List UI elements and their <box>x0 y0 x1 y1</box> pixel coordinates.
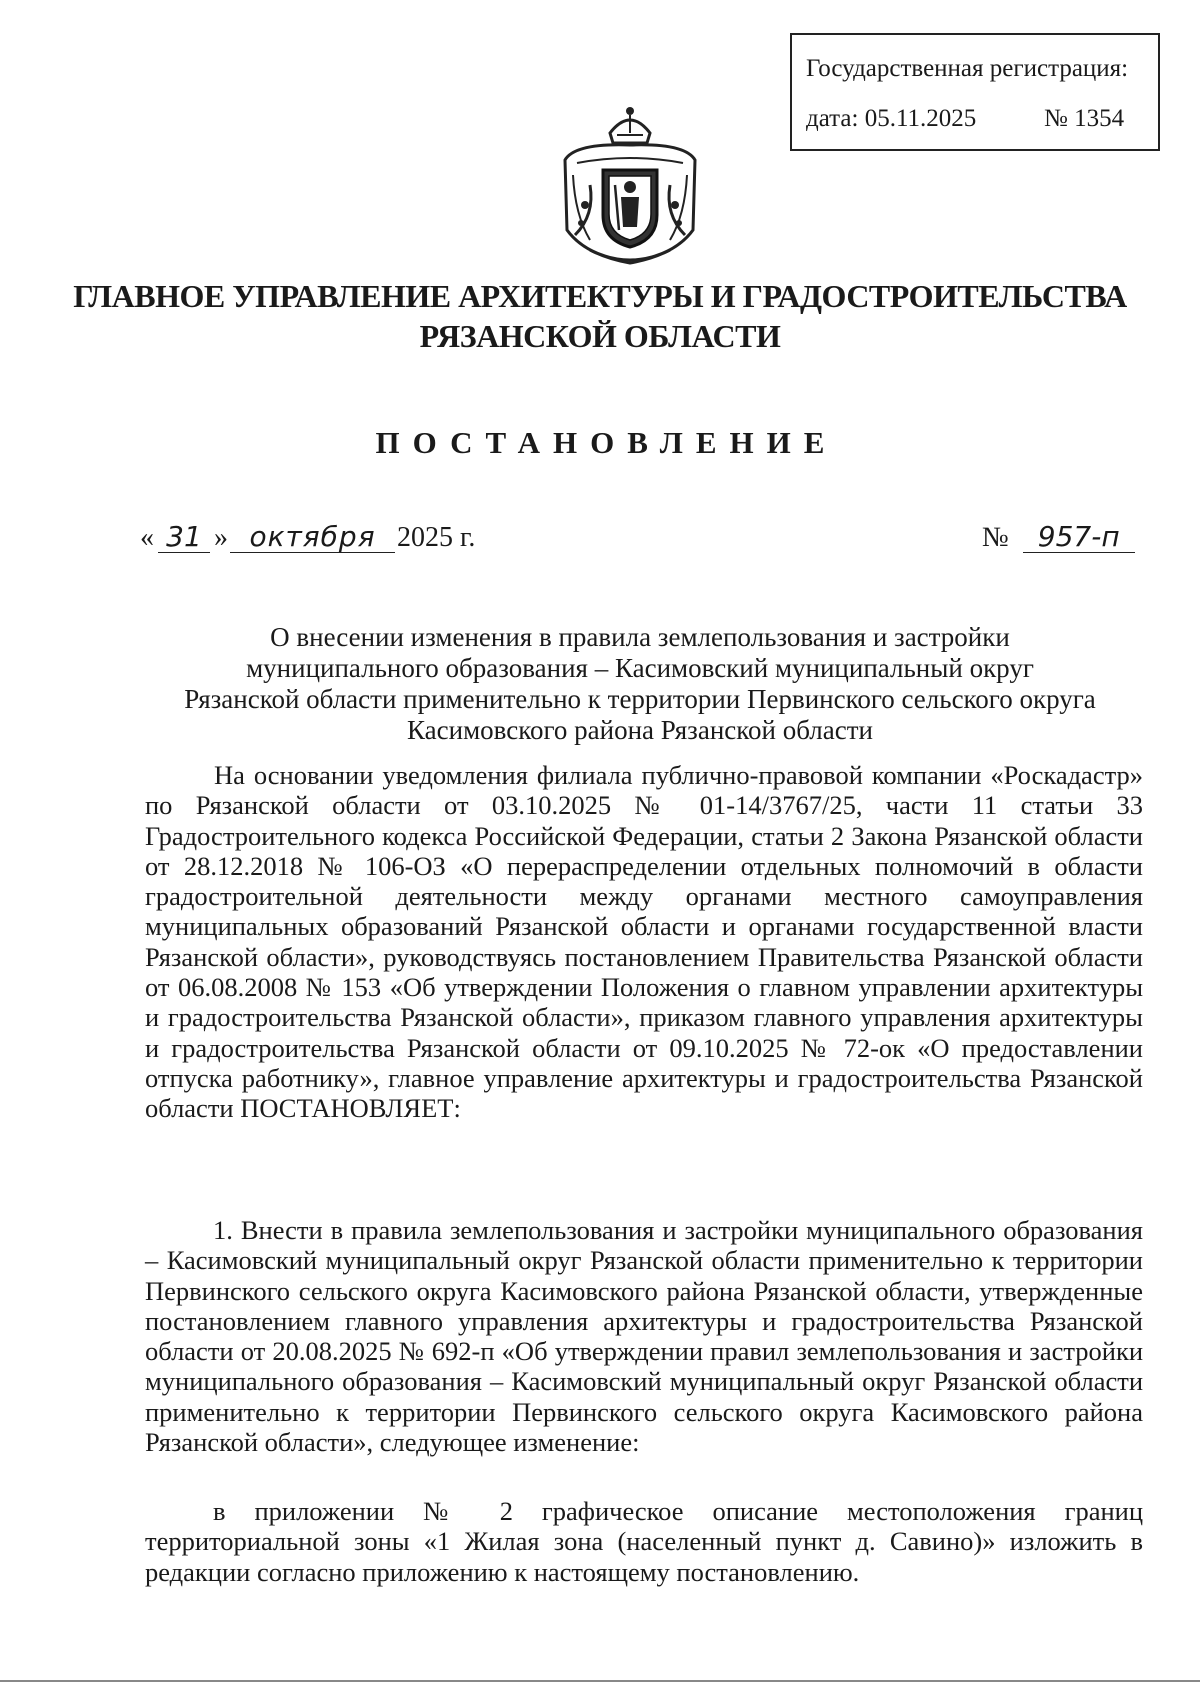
paragraph-text: в приложении № 2 графическое описание местоположения границ территориальной зоны «1 Жилая зона (населенный пункт д. Савино)» изложить в редакции согласно приложению к настоящему постановлению. <box>145 1496 1143 1587</box>
registration-title: Государственная регистрация: <box>806 55 1129 82</box>
date-year: 2025 г. <box>397 522 476 553</box>
document-date <box>140 522 475 554</box>
organization-name-line1: ГЛАВНОЕ УПРАВЛЕНИЕ АРХИТЕКТУРЫ И ГРАДОСТРОИТЕЛЬСТВА <box>73 278 1127 314</box>
subject-line: Рязанской области применительно к территории Первинского сельского округа <box>184 684 1096 714</box>
paragraph-text: На основании уведомления филиала публично-правовой компании «Роскадастр» по Рязанской области от 03.10.2025 № 01-14/3767/25, части 11 статьи 33 Градостроительного кодекса Российской Федерации, статьи 2 Закона Рязанской области от 28.12.2018 № 106-ОЗ «О перераспределении отдельных полномочий в области градостроительной деятельности между органами местного самоуправления муниципальных образований Рязанской области и органами государственной власти Рязанской области», руководствуясь постановлением Правительства Рязанской области от 06.08.2008 № 153 «Об утверждении Положения о главном управлении архитектуры и градостроительства Рязанской области», приказом главного управления архитектуры и градостроительства Рязанской области от 09.10.2025 № 72-ок «О предоставлении отпуска работнику», главное управление архитектуры и градостроительства Рязанской области ПОСТАНОВЛЯЕТ: <box>145 760 1143 1124</box>
subject-line: О внесении изменения в правила землепользования и застройки <box>270 622 1010 652</box>
number-label: № <box>982 522 1009 553</box>
page-bottom-divider <box>0 1680 1200 1682</box>
subject-line: Касимовского района Рязанской области <box>407 715 873 745</box>
handwritten-number: 957-п <box>1023 522 1135 553</box>
date-open-quote: « <box>140 522 154 553</box>
date-close-quote: » <box>214 522 228 553</box>
change-description-paragraph <box>145 1496 1143 1587</box>
organization-name-line2: РЯЗАНСКОЙ ОБЛАСТИ <box>419 318 781 354</box>
document-number <box>982 522 1135 554</box>
registration-date: дата: 05.11.2025 <box>806 105 977 132</box>
registration-stamp <box>790 33 1160 151</box>
registration-number: № 1354 <box>1044 105 1125 132</box>
clause-1-paragraph <box>145 1215 1143 1457</box>
preamble-paragraph <box>145 760 1143 1124</box>
handwritten-month: октября <box>230 522 395 553</box>
subject-line: муниципального образования – Касимовский муниципальный округ <box>246 653 1034 683</box>
handwritten-day: 31 <box>158 522 210 553</box>
document-type-heading: ПОСТАНОВЛЕНИЕ <box>375 425 838 460</box>
document-subject <box>140 622 1140 746</box>
paragraph-text: 1. Внести в правила землепользования и застройки муниципального образования – Касимовский муниципальный округ Рязанской области применительно к территории Первинского сельского округа Касимовского района Рязанской области, утвержденные постановлением главного управления архитектуры и градостроительства Рязанской области от 20.08.2025 № 692-п «Об утверждении правил землепользования и застройки муниципального образования – Касимовский муниципальный округ Рязанской области применительно к территории Первинского сельского округа Касимовского района Рязанской области», следующее изменение: <box>145 1215 1143 1458</box>
ryazan-coat-of-arms-icon <box>555 105 705 270</box>
